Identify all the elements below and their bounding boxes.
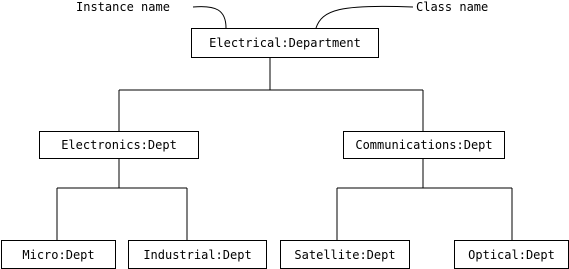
class-name-annotation: Class name — [416, 0, 489, 14]
node-industrial-dept: Industrial:Dept — [128, 240, 267, 269]
node-electrical-department: Electrical:Department — [191, 28, 379, 58]
node-electronics-dept: Electronics:Dept — [39, 131, 199, 159]
node-communications-dept: Communications:Dept — [343, 131, 505, 159]
instance-name-pointer — [193, 7, 226, 28]
class-name-pointer — [316, 6, 413, 28]
node-micro-dept: Micro:Dept — [1, 240, 116, 269]
node-satellite-dept: Satellite:Dept — [280, 240, 410, 269]
node-optical-dept: Optical:Dept — [454, 240, 569, 269]
instance-name-annotation: Instance name — [76, 0, 170, 14]
